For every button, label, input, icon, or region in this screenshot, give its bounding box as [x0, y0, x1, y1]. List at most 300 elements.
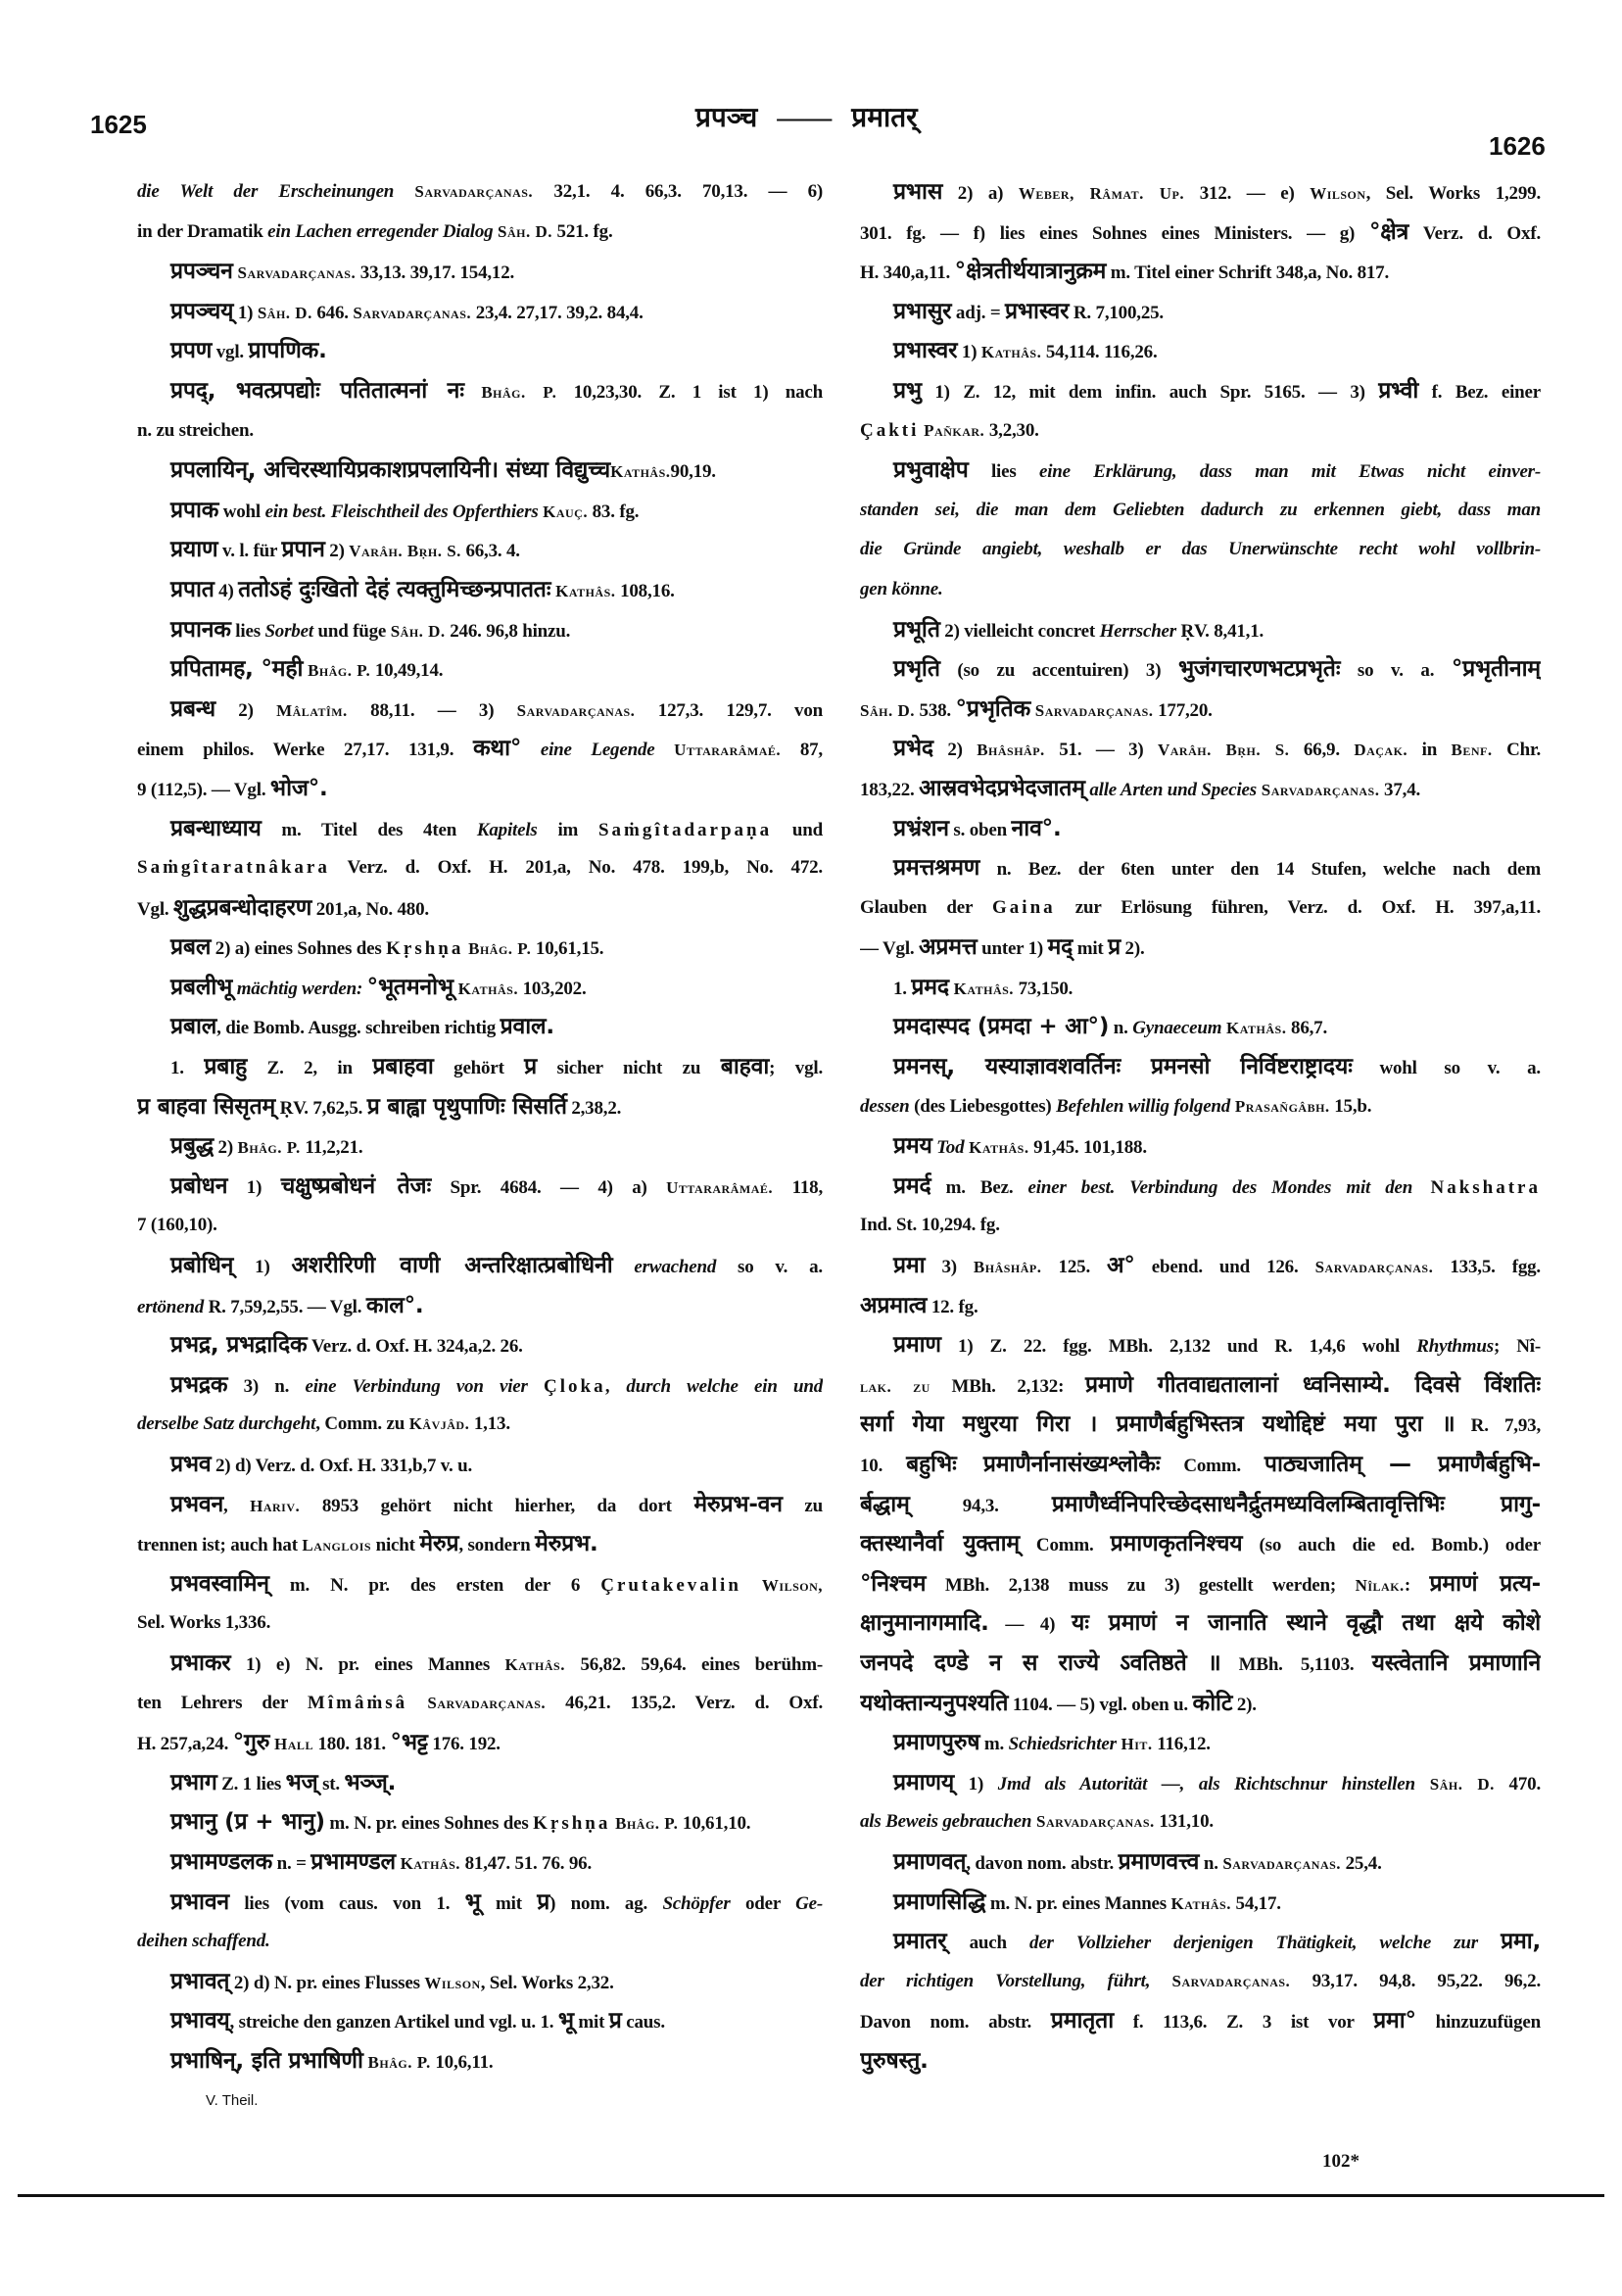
sanskrit-text: ततोऽहं दुःखितो देहं त्यक्तुमिच्छन्प्रपाततः [238, 576, 551, 602]
entry-first-line [137, 1047, 823, 1087]
text: 125. [1041, 1257, 1108, 1278]
german-gloss: Schöpfer [662, 1892, 731, 1914]
text: Vgl. [137, 898, 174, 920]
text: m. Bez. [930, 1176, 1028, 1198]
sanskrit-text: प्र बाह्वा पृथुपाणिः सिसर्ति [366, 1093, 567, 1120]
source-reference: Sarvadarçanas. [1171, 1971, 1291, 1990]
source-reference: Hariv. [250, 1496, 301, 1515]
german-gloss: der Vollzieher derjenigen Thätigkeit, welche zur [1029, 1933, 1502, 1954]
sanskrit-text: क्तस्थानैर्वा युक्ताम् [860, 1531, 1020, 1557]
text: zur Erlösung führen, Verz. d. Oxf. H. 397,a,11. [1055, 896, 1541, 918]
sanskrit-text: प्र [524, 1054, 538, 1080]
sanskrit-text: प्रभास्वर [1005, 298, 1070, 324]
source-reference: Weber, Râmat. Up. [1018, 184, 1185, 203]
source-reference: Varâh. Bṛh. S. [1157, 741, 1290, 760]
sanskrit-text: प्रमाणे गीतवाद्यतालानां ध्वनिसाम्ये. दिवसे विंशतिः [1084, 1371, 1541, 1398]
text: , die Bomb. Ausgg. schreiben richtig [216, 1018, 501, 1039]
entry-continuation-line [860, 1524, 1541, 1564]
german-gloss: derselbe Satz durchgeht [137, 1413, 316, 1435]
entry-first-line [860, 1325, 1541, 1365]
source-reference: Mâlatîm. [276, 700, 348, 720]
text: f. 113,6. Z. 3 ist vor [1114, 2012, 1374, 2033]
headword: प्रभवन [170, 1491, 224, 1517]
text: 3) n. [227, 1375, 306, 1397]
headword: प्रपाक [170, 497, 219, 523]
text: 3,2,30. [984, 419, 1039, 441]
entry-first-line [137, 1325, 823, 1365]
entry-first-line [860, 729, 1541, 769]
entry-first-line [860, 1126, 1541, 1167]
source-reference: Kathâs. [550, 581, 616, 600]
sanskrit-text: प्र [537, 1889, 550, 1915]
text: , Sel. Works 1,299. [1365, 183, 1541, 204]
sanskrit-text: भू [464, 1889, 481, 1915]
running-head-first-word: प्रपञ्च [695, 103, 758, 133]
source-reference: Kathâs. [453, 979, 519, 998]
text: 54,17. [1230, 1892, 1281, 1914]
text: 131,10. [1154, 1811, 1214, 1833]
text: so v. a. [1340, 660, 1452, 682]
text: Davon nom. abstr. [860, 2012, 1051, 2033]
sanskrit-text: भज् [285, 1769, 318, 1795]
entry-first-line [860, 809, 1541, 849]
text: gehört [433, 1058, 525, 1079]
entry-continuation-line [137, 172, 823, 213]
text: m. N. pr. des ersten der 6 [268, 1574, 601, 1596]
text: : [1404, 1574, 1430, 1596]
text: 1) Z. 12, mit dem infin. auch Spr. 5165. — 3) [921, 381, 1379, 403]
text: 177,20. [1153, 699, 1213, 721]
text: m. N. pr. eines Mannes [985, 1892, 1171, 1914]
headword: प्रमनस्, यस्याज्ञावशवर्तिनः प्रमनसो निर्विष्टराष्ट्रादयः [893, 1054, 1353, 1080]
sanskrit-text: प्रमाणैर्ध्वनिपरिच्छेदसाधनैर्द्रुतमध्यविलम्बितावृत्तिभिः प्रागु- [1051, 1491, 1541, 1517]
text: 10. [860, 1456, 907, 1476]
sanskrit-text: °भूतमनोभू [366, 974, 453, 1000]
headword: प्रभास्वर [893, 338, 958, 364]
text: auch [946, 1933, 1030, 1954]
source-reference: Langlois [302, 1536, 372, 1555]
sanskrit-text: मेरुप्रभ-वन [693, 1491, 783, 1517]
text: 12. fg. [927, 1296, 978, 1317]
text: 8953 gehört nicht hierher, da dort [300, 1495, 694, 1516]
text: zu [782, 1495, 823, 1516]
sanskrit-text: प्र [608, 2008, 622, 2034]
sanskrit-text: सर्गा गेया मधुरया गिरा । प्रमाणैर्बहुभिस्तत्र यथोद्दिष्टं मया पुरा ॥ [860, 1411, 1455, 1438]
text: 73,150. [1014, 978, 1073, 999]
headword: प्रबन्धाध्याय [170, 815, 262, 841]
volume-note: V. Theil. [206, 2092, 259, 2109]
sanskrit-text: अशरीरिणी वाणी अन्तरिक्षात्प्रबोधिनी [291, 1253, 613, 1279]
left-column [137, 172, 823, 2081]
headword: प्रमय [893, 1133, 932, 1160]
headword: प्रबाल [170, 1014, 217, 1040]
german-gloss: gen könne. [860, 578, 943, 599]
german-gloss: die Gründe angiebt, weshalb er das Unerwünschte recht wohl vollbrin- [860, 539, 1541, 560]
headword: प्रभवस्वामिन् [170, 1570, 269, 1597]
entry-first-line [137, 610, 823, 650]
entry-continuation-line [860, 888, 1541, 929]
entry-continuation-line [860, 491, 1541, 531]
entry-continuation-line [137, 769, 823, 809]
german-gloss: mächtig werden: [232, 978, 367, 999]
entry-first-line [137, 968, 823, 1008]
text: 66,3. 4. [460, 541, 520, 562]
text: (so zu accentuiren) 3) [939, 660, 1178, 682]
text: 91,45. 101,188. [1028, 1137, 1147, 1159]
source-reference: Bhâshâp. [973, 1258, 1042, 1277]
entry-continuation-line [137, 1524, 823, 1564]
spaced-term: Saṁgîtadarpaṇa [597, 819, 773, 840]
source-reference: Sarvadarçanas. [232, 263, 357, 283]
sanskrit-text: नाव°. [1011, 815, 1062, 841]
text: 127,3. 129,7. von [635, 699, 823, 721]
text: 246. 96,8 hinzu. [445, 620, 571, 642]
german-gloss: deihen schaffend. [137, 1931, 270, 1952]
entry-first-line [137, 530, 823, 570]
entry-continuation-line [860, 690, 1541, 730]
sanskrit-text: शुद्धप्रबन्धोदाहरण [173, 894, 312, 921]
bottom-rule [18, 2194, 1604, 2197]
text: — Vgl. [860, 938, 920, 960]
entry-first-line [137, 2041, 823, 2081]
text: einem philos. Werke 27,17. 131,9. [137, 740, 473, 761]
headword: प्रभद्रक [170, 1371, 228, 1398]
text: 301. fg. — f) lies eines Sohnes eines Ministers. — g) [860, 222, 1369, 244]
sanskrit-text: भुजंगचारणभटप्रभृतेः [1177, 656, 1341, 683]
spaced-term: Çloka [544, 1375, 606, 1397]
headword: प्रपण [170, 338, 213, 364]
text: R. 7,59,2,55. — Vgl. [204, 1296, 366, 1317]
entry-first-line [860, 371, 1541, 411]
headword: प्रमाणसिद्धि [893, 1889, 986, 1915]
page-number-right: 1626 [1489, 131, 1546, 161]
entry-continuation-line [860, 252, 1541, 292]
entry-first-line [860, 848, 1541, 888]
text: 25,4. [1341, 1852, 1382, 1874]
text: 54,114. 116,26. [1041, 342, 1158, 363]
headword: प्रभुवाक्षेप [893, 457, 969, 484]
headword: प्रभृति [893, 656, 940, 683]
text: Z. 1 lies [216, 1773, 286, 1794]
sanskrit-text: कोटि [1192, 1690, 1233, 1716]
source-reference: Sarvadarçanas. [1031, 1812, 1155, 1832]
entry-first-line [860, 1763, 1541, 1803]
text: mit [480, 1892, 538, 1914]
source-reference: Kathâs. [1221, 1019, 1287, 1038]
text: ṚV. 7,62,5. [275, 1097, 367, 1119]
entry-continuation-line [137, 1723, 823, 1763]
german-gloss: als Beweis gebrauchen [860, 1811, 1032, 1833]
entry-first-line [860, 331, 1541, 371]
spaced-term: Kṛshṇa [386, 938, 464, 960]
text: H. 257,a,24. [137, 1734, 233, 1755]
text: 32,1. 4. 66,3. 70,13. — 6) [533, 181, 823, 202]
headword: प्रभद्र, प्रभद्रादिक [170, 1332, 308, 1359]
german-gloss: ein best. Fleischtheil des Opferthiers [264, 501, 544, 522]
text: ; vgl. [769, 1058, 823, 1079]
text: n. [1199, 1852, 1223, 1874]
entry-first-line [137, 570, 823, 610]
text: vgl. [212, 342, 249, 363]
source-reference: Bhâg. P. [463, 382, 557, 402]
entry-first-line [137, 928, 823, 968]
text: (so auch die ed. Bomb.) oder [1242, 1535, 1541, 1556]
entry-continuation-line [860, 411, 1541, 452]
text: Z. 2, in [247, 1058, 373, 1079]
text: 183,22. [860, 779, 920, 800]
text: Sel. Works 1,336. [137, 1612, 271, 1634]
text: n. zu streichen. [137, 419, 254, 441]
sanskrit-text: भू [557, 2008, 574, 2034]
headword: प्रमदास्पद (प्रमदा + आ°) [893, 1014, 1110, 1040]
text: 133,5. fgg. [1433, 1257, 1541, 1278]
text: und füge [312, 620, 391, 642]
text: 2). [1232, 1694, 1257, 1715]
text: 1. [170, 1058, 205, 1079]
sanskrit-text: °प्रभृतीनाम् [1451, 656, 1541, 683]
text: Chr. [1492, 740, 1541, 761]
text: 2,38,2. [566, 1097, 622, 1119]
source-reference: Bhâg. P. [610, 1814, 679, 1834]
source-reference: Wilson [1310, 184, 1366, 203]
headword: प्रबोधिन् [170, 1253, 234, 1279]
text: , davon nom. abstr. [966, 1852, 1119, 1874]
entry-continuation-line [137, 1603, 823, 1644]
text: 176. 192. [427, 1734, 501, 1755]
text: 2) a) eines Sohnes des [211, 938, 387, 960]
german-gloss: Befehlen willig folgend [1056, 1095, 1231, 1117]
german-gloss: erwachend [612, 1257, 717, 1278]
sanskrit-text: प्रमाणं प्रत्य- [1429, 1570, 1541, 1597]
sanskrit-text: अ° [1107, 1253, 1135, 1279]
german-gloss: Ge- [795, 1892, 823, 1914]
entry-first-line [860, 968, 1541, 1008]
right-column [860, 172, 1541, 2081]
source-reference: Uttararâmaé. [674, 741, 782, 760]
headword: प्रबाहु [204, 1054, 248, 1080]
text: ṚV. 8,41,1. [1175, 620, 1264, 642]
text: n. = [272, 1852, 311, 1874]
sanskrit-text: प्रमाणवत्त्व [1118, 1848, 1200, 1875]
sanskrit-text: आस्रवभेदप्रभेदजातम् [919, 775, 1085, 801]
sanskrit-text: र्बद्धाम् [860, 1491, 910, 1517]
entry-first-line [860, 1007, 1541, 1047]
entry-first-line [860, 1047, 1541, 1087]
text: caus. [621, 2012, 665, 2033]
source-reference: Sarvadarçanas. [1222, 1853, 1342, 1873]
headword: प्रपितामह, °मही [170, 656, 304, 683]
entry-first-line [137, 690, 823, 730]
text: Comm. [1019, 1535, 1111, 1556]
text: 90,19. [670, 461, 716, 483]
sanskrit-text: प्रवाल. [500, 1014, 554, 1040]
entry-first-line [860, 1883, 1541, 1923]
text: , sondern [458, 1535, 536, 1556]
text: 15,b. [1329, 1095, 1372, 1117]
entry-first-line [137, 331, 823, 371]
source-reference: Kathâs. [610, 462, 671, 482]
headword: प्रपञ्चय् [170, 298, 234, 324]
german-gloss: die Welt der Erscheinungen [137, 181, 415, 202]
text: im [537, 819, 598, 840]
source-reference: Uttararâmaé. [666, 1177, 774, 1197]
text: Glauben der [860, 896, 993, 918]
entry-continuation-line [137, 1405, 823, 1445]
sanskrit-text: °क्षेत्रतीर्थयात्रानुक्रम [954, 259, 1107, 285]
sanskrit-text: प्र [1108, 934, 1121, 961]
text: 4) [214, 580, 239, 601]
text: Comm. [1160, 1456, 1264, 1476]
entry-continuation-line [860, 1206, 1541, 1246]
entry-continuation-line [137, 1286, 823, 1326]
entry-first-line [137, 451, 823, 491]
text: hinzuzufügen [1415, 2012, 1541, 2033]
running-head-dash: —— [777, 103, 833, 133]
entry-continuation-line [860, 2041, 1541, 2081]
text: nicht [371, 1535, 420, 1556]
german-gloss: einer best. Verbindung des Mondes mit den [1027, 1176, 1413, 1198]
running-head-last-word: प्रमातर् [851, 103, 918, 133]
source-reference: Kathâs. [395, 1853, 461, 1873]
text: Spr. 4684. — 4) a) [431, 1176, 667, 1198]
text: 1. [893, 978, 912, 999]
source-reference: Sarvadarçanas. [1257, 780, 1380, 799]
entry-first-line [137, 2001, 823, 2041]
text: 470. [1494, 1773, 1541, 1794]
sanskrit-text: कथा° [472, 736, 522, 762]
text: 87, [781, 740, 823, 761]
source-reference: Nîlak. [1355, 1575, 1405, 1595]
text: lies [230, 620, 265, 642]
german-gloss: ertönend [137, 1296, 205, 1317]
text: 3) [925, 1257, 974, 1278]
text: m. N. pr. eines Sohnes des [324, 1813, 534, 1835]
sanskrit-text: प्रबाहवा [372, 1054, 434, 1080]
headword: प्रमत्तश्रमण [893, 855, 980, 882]
entry-continuation-line [137, 888, 823, 929]
source-reference: Sâh. D. [257, 303, 312, 322]
entry-continuation-line [137, 1087, 823, 1127]
entry-continuation-line [860, 1564, 1541, 1604]
entry-first-line [860, 610, 1541, 650]
spaced-term: Kṛshṇa [533, 1813, 611, 1835]
entry-first-line [137, 1365, 823, 1406]
source-reference: Bhâg. P. [362, 2052, 431, 2072]
entry-continuation-line [137, 1206, 823, 1246]
source-reference: Hit. [1116, 1735, 1153, 1754]
entry-continuation-line [860, 213, 1541, 253]
entry-first-line [137, 1126, 823, 1167]
text: ebend. und 126. [1134, 1257, 1315, 1278]
sanskrit-text: मद् [1047, 934, 1073, 961]
headword: प्रमा [893, 1253, 926, 1279]
sanskrit-text: भोज°. [269, 775, 328, 801]
sanskrit-text: यथोक्तान्यनुपश्यति [860, 1690, 1009, 1716]
headword: प्रभूति [893, 616, 940, 643]
german-gloss: , durch welche ein und [605, 1375, 823, 1397]
source-reference: Pañkar. [919, 420, 985, 440]
sanskrit-text: प्र बाहवा सिसृतम् [137, 1093, 276, 1120]
headword: प्रपानक [170, 616, 231, 643]
text: , Sel. Works 2,32. [480, 1972, 614, 1993]
text: 116,12. [1152, 1734, 1211, 1755]
text: 2) [324, 541, 350, 562]
running-head [686, 98, 928, 135]
entry-first-line [860, 292, 1541, 332]
text: 1104. — 5) vgl. oben u. [1008, 1694, 1193, 1715]
spaced-term: Çrutakevalin [600, 1574, 741, 1596]
headword: प्रभास [893, 179, 943, 205]
sanskrit-text: प्रभामण्डल [310, 1848, 396, 1875]
entry-continuation-line [137, 1922, 823, 1962]
source-reference: Bhâg. P. [237, 1138, 301, 1158]
sanskrit-text: जनपदे दण्डे न स राज्ये ऽवतिष्ठते ॥ [860, 1650, 1221, 1676]
headword: प्रमाण [893, 1332, 941, 1359]
source-reference: Kauç. [543, 502, 589, 521]
text: H. 340,a,11. [860, 263, 955, 284]
text: st. [317, 1773, 345, 1794]
german-gloss: standen sei, die man dem Geliebten dadurch zu erkennen giebt, dass man [860, 499, 1541, 520]
source-reference: Kâvjâd. [408, 1414, 470, 1434]
text: MBh. 2,138 muss zu 3) gestellt werden; [926, 1574, 1356, 1596]
entry-continuation-line [137, 213, 823, 253]
text: — 4) [988, 1614, 1073, 1636]
entry-first-line [137, 1445, 823, 1485]
source-reference: Sarvadarçanas. [1030, 700, 1154, 720]
entry-continuation-line [137, 848, 823, 888]
text: 2) d) N. pr. eines Flusses [229, 1972, 425, 1993]
text: R. 7,93, [1455, 1415, 1541, 1437]
source-reference: Sarvadarçanas. [516, 700, 636, 720]
text: 1) [233, 302, 258, 323]
sanskrit-text: °भट्ट [390, 1730, 428, 1756]
entry-first-line [137, 649, 823, 690]
headword: प्रमाणय् [893, 1769, 954, 1795]
text: 1) [953, 1773, 998, 1794]
source-reference: Sarvadarçanas. [414, 182, 534, 201]
sanskrit-text: चक्षुष्प्रबोधनं तेजः [280, 1172, 432, 1199]
source-reference: Hall [269, 1735, 313, 1754]
spaced-term: Mîmâṁsâ [307, 1692, 408, 1713]
source-reference: lak. zu [860, 1376, 930, 1396]
text: (des Liebesgottes) [909, 1095, 1057, 1117]
text: 37,4. [1379, 779, 1421, 800]
text: so v. a. [716, 1257, 823, 1278]
headword: प्रभाकर [170, 1650, 231, 1676]
text: 2) a) [942, 183, 1019, 204]
entry-continuation-line [860, 1405, 1541, 1445]
text: ten Lehrers der [137, 1692, 308, 1713]
text: sicher nicht zu [537, 1058, 721, 1079]
text: 2) d) Verz. d. Oxf. H. 331,b,7 v. u. [211, 1456, 472, 1476]
entry-continuation-line [860, 2001, 1541, 2041]
source-reference: Sâh. D. [1414, 1774, 1495, 1794]
text: Verz. d. Oxf. [1408, 222, 1541, 244]
text: R. 7,100,25. [1069, 302, 1164, 323]
german-gloss: Rhythmus [1416, 1336, 1494, 1358]
text: 2) vielleicht concret [939, 620, 1100, 642]
headword: प्रमद [911, 974, 949, 1000]
text: 2) [932, 740, 978, 761]
sanskrit-text: बहुभिः प्रमाणैर्नानासंख्यश्लोकैः [906, 1452, 1161, 1477]
source-reference: Sarvadarçanas. [1314, 1258, 1434, 1277]
source-reference: Bhâg. P. [463, 939, 532, 959]
source-reference: Sâh. D. [498, 221, 552, 241]
text: 11,2,21. [300, 1137, 363, 1159]
entry-first-line [860, 1246, 1541, 1286]
headword: प्रबलीभू [170, 974, 233, 1000]
entry-first-line [137, 1246, 823, 1286]
